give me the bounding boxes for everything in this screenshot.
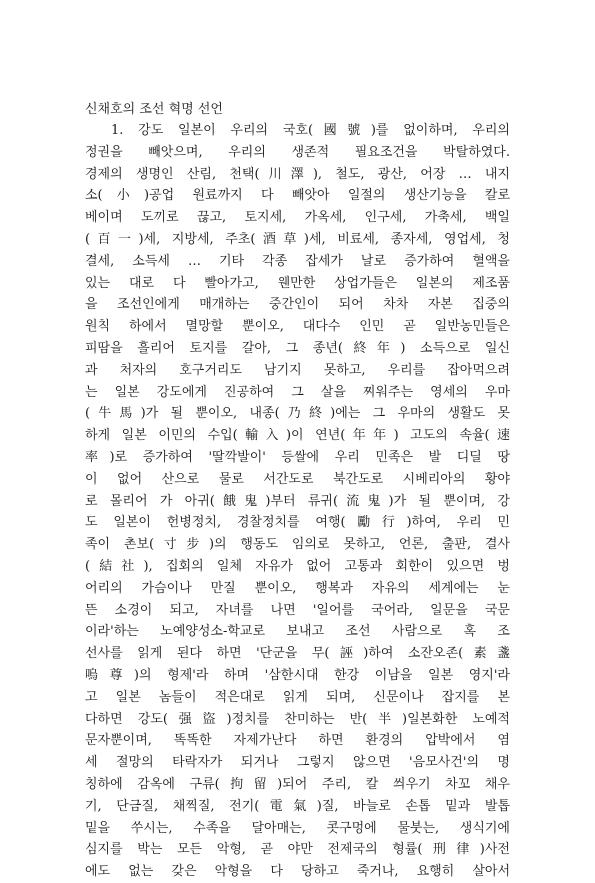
body-text-line: (百一)세, 지방세, 주초(酒草)세, 비료세, 종자세, 영업세, 청 [85,231,510,247]
body-text-line: 는 일본 강도에게 진공하여 그 살을 찌워주는 영세의 우마 [85,384,510,400]
document-body [85,120,510,883]
body-text-line: 정권을 빼앗으며, 우리의 생존적 필요조건을 박탈하였다. [85,144,510,160]
body-text-line: 세 절망의 타락자가 되거나 그렇지 않으면 '음모사건'의 명 [85,755,510,771]
body-text-line: 고 일본 놈들이 적은대로 읽게 되며, 신문이나 잡지를 본 [85,689,510,705]
body-text-line: 과 처자의 호구거리도 남기지 못하고, 우리를 잡아먹으려 [85,362,510,378]
body-text-line: 피땀을 흘리어 토지를 갈아, 그 종년(終年) 소득으로 일신 [85,340,510,356]
body-text-line: 을 조선인에게 매개하는 중간인이 되어 차차 자본 집중의 [85,297,510,313]
body-text-line: 1. 강도 일본이 우리의 국호(國號)를 없이하며, 우리의 [111,123,510,138]
document-title: 신채호의 조선 혁명 선언 [85,102,223,117]
body-text-line: 하게 일본 이민의 수입(輸入)이 연년(年年) 고도의 속율(速 [85,428,510,444]
body-text-line: 칭하에 감옥에 구류(拘留)되어 주리, 칼 씌우기 차꼬 채우 [85,776,510,792]
body-text-line: 있는 대로 다 빨아가고, 웬만한 상업가들은 일본의 제조품 [85,275,510,291]
body-text-line: 에도 없는 갖은 악형을 다 당하고 죽거나, 요행히 살아서 [85,864,510,880]
body-text-line: 원칙 하에서 멸망할 뿐이오, 대다수 인민 곧 일반농민들은 [85,319,510,335]
body-text-line: 심지를 박는 모든 악형, 곧 야만 전제국의 형률(刑律)사전 [85,842,510,858]
body-text-line: 다하면 강도(强盜)정치를 찬미하는 반(半)일본화한 노예적 [85,711,510,727]
body-text-line: (牛馬)가 될 뿐이오, 내종(乃終)에는 그 우마의 생활도 못 [85,406,510,422]
body-text-line: 로 몰리어 가 아귀(餓鬼)부터 류귀(流鬼)가 될 뿐이며, 강 [85,493,510,509]
body-text-line: (結社), 집회의 일체 자유가 없어 고통과 회한이 있으면 벙 [85,558,510,574]
body-text-line: 기, 단금질, 채찍질, 전기(電氣)질, 바늘로 손톱 밑과 발톱 [85,798,510,814]
body-text-line: 率)로 증가하여 '딸깍발이' 등쌀에 우리 민족은 발 디딜 땅 [85,449,510,465]
body-text-line: 결세, 소득세 … 기타 각종 잡세가 날로 증가하여 혈액을 [85,253,510,269]
body-text-line: 경제의 생명인 산림, 천택(川澤), 철도, 광산, 어장 … 내지 [85,166,510,182]
body-text-line: 도 일본이 헌병정치, 경찰정치를 여행(勵行)하여, 우리 민 [85,515,510,531]
body-text-line: 족이 촌보(寸步)의 행동도 임의로 못하고, 언론, 출판, 결사 [85,537,510,553]
body-text-line: 이라'하는 노예양성소-학교로 보내고 조선 사람으로 혹 조 [85,624,510,640]
body-text-line: 어리의 가슴이나 만질 뿐이오, 행복과 자유의 세계에는 눈 [85,580,510,596]
body-text-line: 밑을 쑤시는, 수족을 달아매는, 콧구멍에 물붓는, 생식기에 [85,820,510,836]
body-text-line: 소(小)공업 원료까지 다 빼앗아 일절의 생산기능을 칼로 [85,188,510,204]
body-text-line: 베이며 도끼로 끊고, 토지세, 가옥세, 인구세, 가축세, 백일 [85,210,510,226]
body-text-line: 嗚尊)의 형제'라 하며 '삼한시대 한강 이남을 일본 영지'라 [85,667,510,683]
body-text-line: 이 없어 산으로 물로 서간도로 북간도로 시베리아의 황야 [85,471,510,487]
body-text-line: 뜬 소경이 되고, 자녀를 나면 '일어를 국어라, 일문을 국문 [85,602,510,618]
body-text-line: 선사를 읽게 된다 하면 '단군을 무(誣)하여 소잔오존(素盞 [85,646,510,662]
body-text-line: 문자뿐이며, 똑똑한 자제가난다 하면 환경의 압박에서 염 [85,733,510,749]
